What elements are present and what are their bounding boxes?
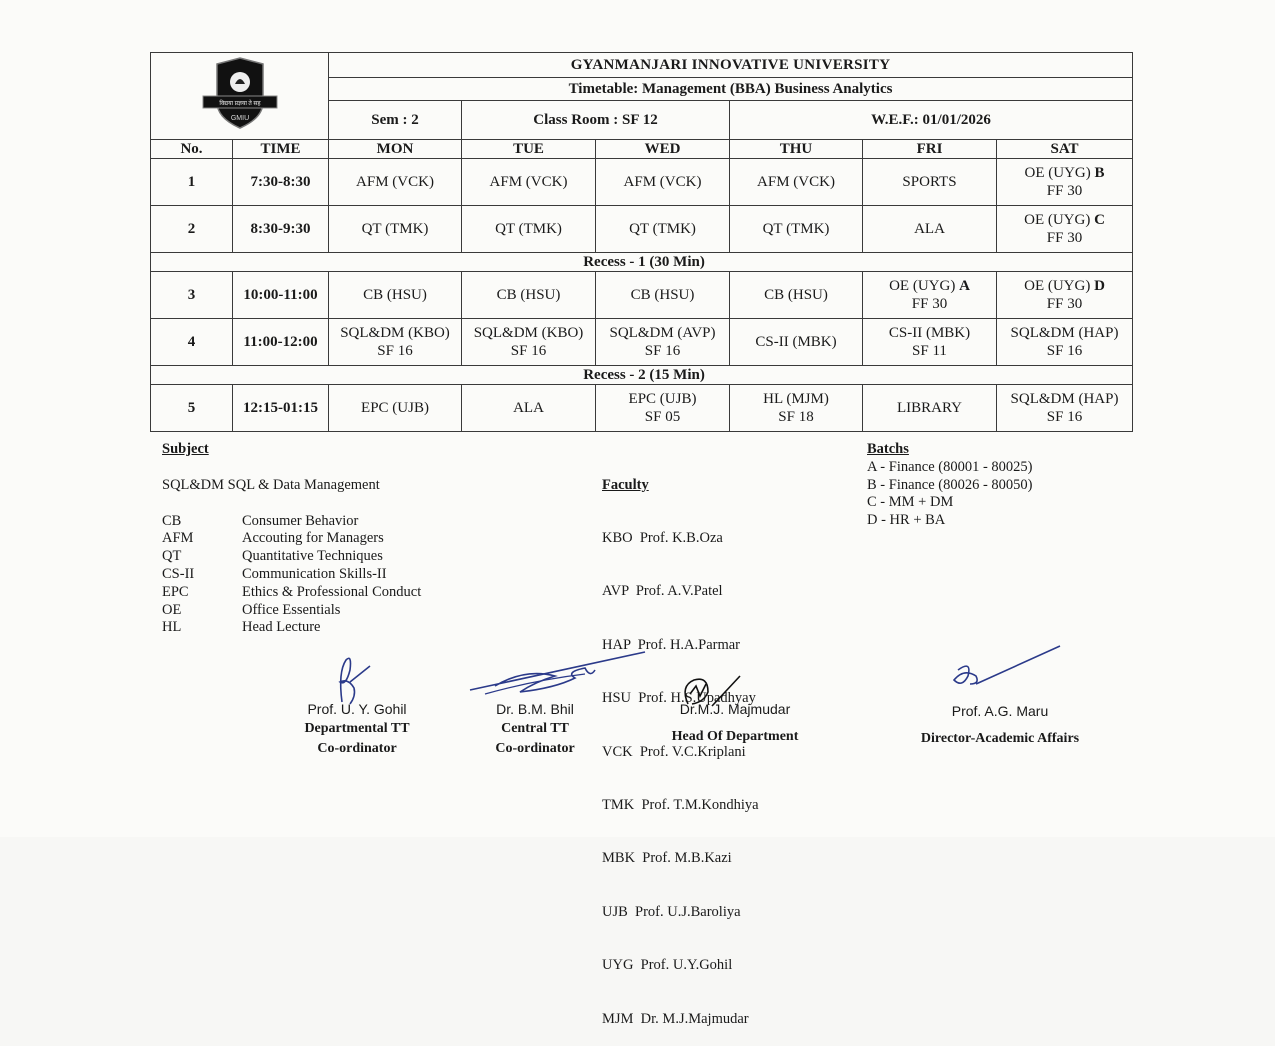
batch-item: A - Finance (80001 - 80025) xyxy=(867,458,1033,475)
slot-cell: OE (UYG) A FF 30 xyxy=(863,272,997,319)
signature-scribble-icon xyxy=(950,640,1070,695)
col-tue: TUE xyxy=(462,140,596,159)
slot-cell: QT (TMK) xyxy=(730,206,863,253)
slot-cell: CB (HSU) xyxy=(730,272,863,319)
classroom: Class Room : SF 12 xyxy=(462,101,730,140)
slot-cell: SQL&DM (KBO) SF 16 xyxy=(329,319,462,366)
period-number: 5 xyxy=(151,385,233,432)
slot-cell: CB (HSU) xyxy=(462,272,596,319)
slot-cell: AFM (VCK) xyxy=(596,159,730,206)
faculty-item: HSU Prof. H.S.Upadhyay xyxy=(602,690,756,707)
recess-row xyxy=(151,366,1133,385)
slot-cell: ALA xyxy=(863,206,997,253)
table-row xyxy=(151,206,1133,253)
faculty-item: TMK Prof. T.M.Kondhiya xyxy=(602,796,759,813)
subject-item: CB Consumer Behavior xyxy=(162,512,359,529)
period-number: 3 xyxy=(151,272,233,319)
subject-legend xyxy=(162,441,582,637)
signature-director-academic-affairs: Prof. A.G. Maru Director-Academic Affairs xyxy=(920,703,1080,746)
faculty-item: VCK Prof. V.C.Kriplani xyxy=(602,743,746,760)
col-time: TIME xyxy=(233,140,329,159)
slot-cell: EPC (UJB) SF 05 xyxy=(596,385,730,432)
slot-cell: OE (UYG) D FF 30 xyxy=(997,272,1133,319)
batch-item: B - Finance (80026 - 80050) xyxy=(867,476,1033,493)
col-no: No. xyxy=(151,140,233,159)
column-headers xyxy=(151,140,1133,159)
university-name: GYANMANJARI INNOVATIVE UNIVERSITY xyxy=(329,53,1133,78)
signature-dept-tt-coordinator: Prof. U. Y. Gohil Departmental TT Co-ordinator xyxy=(304,701,410,756)
recess-label: Recess - 1 (30 Min) xyxy=(583,254,705,270)
table-row xyxy=(151,159,1133,206)
faculty-item: UJB Prof. U.J.Baroliya xyxy=(602,903,741,920)
period-time: 11:00-12:00 xyxy=(233,319,329,366)
slot-cell: SQL&DM (AVP) SF 16 xyxy=(596,319,730,366)
slot-cell: ALA xyxy=(462,385,596,432)
slot-cell: QT (TMK) xyxy=(596,206,730,253)
subject-item: EPC Ethics & Professional Conduct xyxy=(162,583,422,600)
subject-item: SQL&DM SQL & Data Management xyxy=(162,476,380,493)
timetable-table xyxy=(150,52,1133,432)
period-time: 12:15-01:15 xyxy=(233,385,329,432)
slot-cell: SPORTS xyxy=(863,159,997,206)
table-row xyxy=(151,385,1133,432)
semester: Sem : 2 xyxy=(329,101,462,140)
faculty-item: MBK Prof. M.B.Kazi xyxy=(602,850,732,867)
col-wed: WED xyxy=(596,140,730,159)
slot-cell: AFM (VCK) xyxy=(462,159,596,206)
slot-cell: LIBRARY xyxy=(863,385,997,432)
batch-item: D - HR + BA xyxy=(867,512,946,529)
slot-cell: OE (UYG) C FF 30 xyxy=(997,206,1133,253)
slot-cell: CS-II (MBK) xyxy=(730,319,863,366)
slot-cell: AFM (VCK) xyxy=(730,159,863,206)
slot-cell: SQL&DM (KBO) SF 16 xyxy=(462,319,596,366)
period-time: 7:30-8:30 xyxy=(233,159,329,206)
faculty-item: UYG Prof. U.Y.Gohil xyxy=(602,957,733,974)
subject-item: AFM Accouting for Managers xyxy=(162,530,384,547)
table-row xyxy=(151,272,1133,319)
university-logo-icon xyxy=(195,56,285,132)
table-row xyxy=(151,319,1133,366)
subject-heading: Subject xyxy=(162,441,209,457)
subject-item: CS-II Communication Skills-II xyxy=(162,565,387,582)
subject-item: QT Quantitative Techniques xyxy=(162,548,383,565)
signature-head-of-department: Dr.M.J. Majmudar Head Of Department xyxy=(671,701,799,744)
slot-cell: EPC (UJB) xyxy=(329,385,462,432)
faculty-item: KBO Prof. K.B.Oza xyxy=(602,529,723,546)
effective-date: W.E.F.: 01/01/2026 xyxy=(730,101,1133,140)
slot-cell: QT (TMK) xyxy=(329,206,462,253)
timetable-subtitle: Timetable: Management (BBA) Business Analytics xyxy=(329,78,1133,101)
period-number: 2 xyxy=(151,206,233,253)
faculty-item: HAP Prof. H.A.Parmar xyxy=(602,636,741,653)
slot-cell: OE (UYG) B FF 30 xyxy=(997,159,1133,206)
period-time: 8:30-9:30 xyxy=(233,206,329,253)
col-sat: SAT xyxy=(997,140,1133,159)
recess-label: Recess - 2 (15 Min) xyxy=(583,367,705,383)
logo-cell xyxy=(151,53,329,140)
period-time: 10:00-11:00 xyxy=(233,272,329,319)
slot-cell: CS-II (MBK) SF 11 xyxy=(863,319,997,366)
col-thu: THU xyxy=(730,140,863,159)
slot-cell: HL (MJM) SF 18 xyxy=(730,385,863,432)
slot-cell: CB (HSU) xyxy=(329,272,462,319)
recess-row xyxy=(151,253,1133,272)
col-fri: FRI xyxy=(863,140,997,159)
batch-item: C - MM + DM xyxy=(867,494,954,511)
subject-item: HL Head Lecture xyxy=(162,619,321,636)
slot-cell: SQL&DM (HAP) SF 16 xyxy=(997,319,1133,366)
signature-central-tt-coordinator: Dr. B.M. Bhil Central TT Co-ordinator xyxy=(495,701,575,756)
svg-text:GMIU: GMIU xyxy=(230,114,249,122)
batch-heading: Batchs xyxy=(867,441,909,457)
col-mon: MON xyxy=(329,140,462,159)
batch-legend xyxy=(867,441,1107,530)
slot-cell: AFM (VCK) xyxy=(329,159,462,206)
slot-cell: QT (TMK) xyxy=(462,206,596,253)
slot-cell: CB (HSU) xyxy=(596,272,730,319)
period-number: 1 xyxy=(151,159,233,206)
faculty-item: MJM Dr. M.J.Majmudar xyxy=(602,1010,749,1027)
faculty-item: AVP Prof. A.V.Patel xyxy=(602,583,723,600)
faculty-heading: Faculty xyxy=(602,476,649,493)
svg-text:विद्यया प्रज्ञया ते सह: विद्यया प्रज्ञया ते सह xyxy=(218,100,261,107)
subject-item: OE Office Essentials xyxy=(162,601,341,618)
slot-cell: SQL&DM (HAP) SF 16 xyxy=(997,385,1133,432)
period-number: 4 xyxy=(151,319,233,366)
